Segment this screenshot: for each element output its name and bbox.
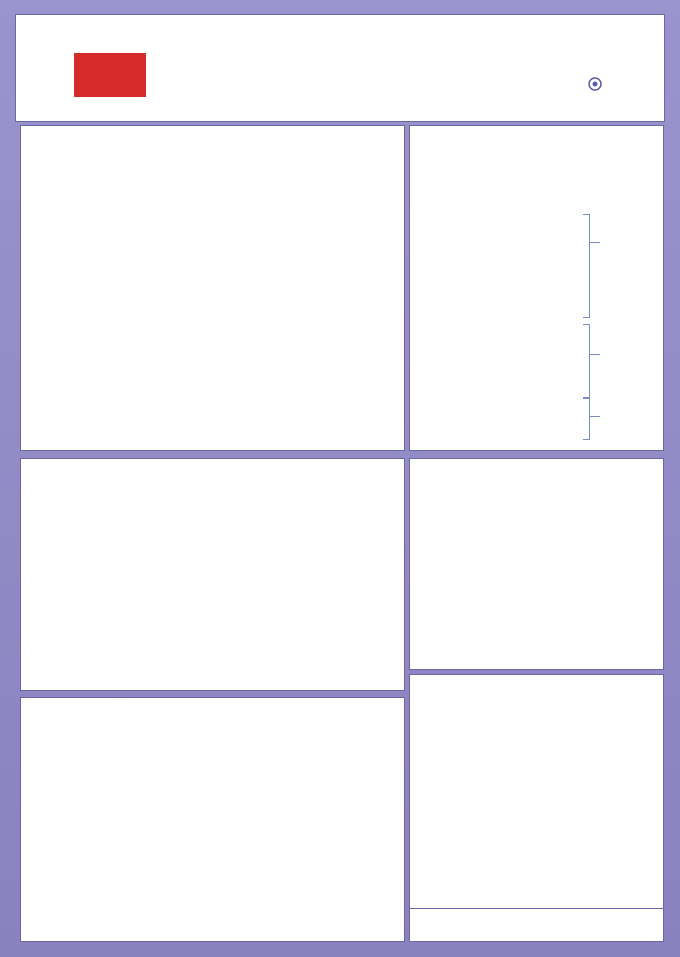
factor2-brace [583,324,590,398]
studi-cognitivi-logo-icon [588,77,602,91]
results-panel [20,697,405,942]
bibliography-panel [409,674,664,940]
table2-panel [409,458,664,670]
correspondence-panel [409,908,664,942]
poster-header [15,14,665,122]
factor1-brace [583,214,590,318]
factor3-connector [590,416,600,417]
factor3-brace [583,398,590,440]
table1-panel [409,125,664,451]
studi-cognitivi-logo [588,71,658,111]
sfu-logo [74,53,146,97]
factor2-connector [590,354,600,355]
participants-panel [20,458,405,691]
intro-panel [20,125,405,451]
factor1-connector [590,242,600,243]
